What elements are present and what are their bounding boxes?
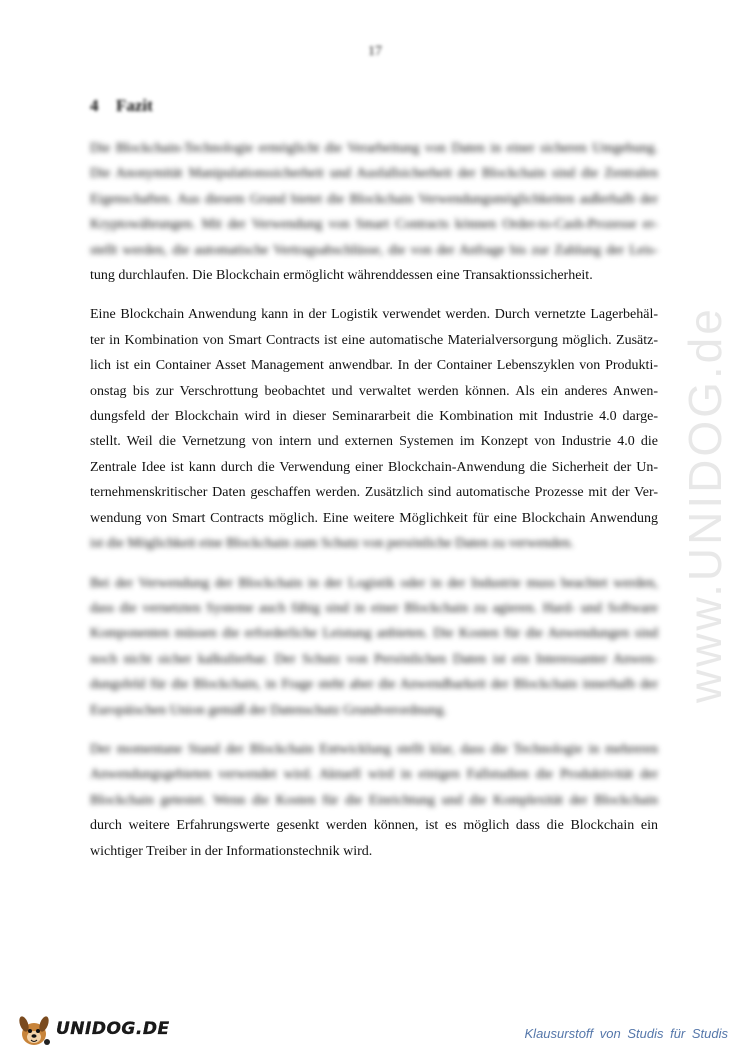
footer-tagline: Klausurstoff von Studis für Studis <box>524 1026 728 1041</box>
text-line: lich ist ein Container Asset Management anwendbar. In der Container Lebenszyklen von Produkti- <box>90 358 658 374</box>
text-line: Zentrale Idee ist kann durch die Verwendung einer Blockchain-Anwendung die Sicherheit der Un- <box>90 459 658 475</box>
dog-mascot-icon <box>14 1010 54 1048</box>
text-line: Eigenschaften. Aus diesem Grund bietet die Blockchain Verwendungsmöglichkeiten außerhalb der <box>90 191 658 207</box>
text-line: dungsfeld der Blockchain wird in dieser Seminararbeit die Kombination mit Industrie 4.0 darge- <box>90 409 658 425</box>
text-line: ternehmenskritischer Daten geschaffen werden. Zusätzlich sind automatische Prozesse mit der Ver- <box>90 485 658 501</box>
text-line: Anwendungsgebieten verwendet wird. Aktuell wird in einigen Fallstudien die Produktivität der <box>90 767 658 783</box>
footer-logo[interactable] <box>14 1009 170 1049</box>
text-line: Bei der Verwendung der Blockchain in der Logistik oder in der Industrie muss beachtet werden, <box>90 575 658 591</box>
watermark: www.UNIDOG.de <box>679 306 731 704</box>
page-number: 17 <box>368 44 382 59</box>
text-line: stellt. Weil die Vernetzung von intern und externen Systemen im Konzept von Industrie 4.0 die <box>90 434 658 450</box>
section-title: Fazit <box>116 96 153 115</box>
paragraph <box>90 737 658 864</box>
text-line: ter in Kombination von Smart Contracts ist eine automatische Materialversorgung möglich. Zusätz- <box>90 332 658 348</box>
body-text <box>90 136 658 878</box>
text-line: wichtiger Treiber in der Informationstechnik wird. <box>90 843 373 859</box>
text-line: stellt werden, die automatische Vertragsabschlüsse, die von der Anfrage bis zur Zahlung der Leis- <box>90 242 658 258</box>
text-line: Komponenten müssen die erforderliche Leistung anbieten. Die Kosten für die Anwendungen sind <box>90 626 658 642</box>
text-line: Die Blockchain-Technologie ermöglicht die Verarbeitung von Daten in einer sicheren Umgebung. <box>90 141 658 156</box>
text-line: noch nicht sicher kalkulierbar. Der Schutz von Persönlichen Daten ist ein Interessanter Anwen- <box>90 651 658 667</box>
section-number: 4 <box>90 96 99 115</box>
paragraph <box>90 302 658 556</box>
section-heading <box>90 96 153 116</box>
text-line: Die Anonymität Manipulationssicherheit und Ausfallsicherheit der Blockchain sind die Zentralen <box>90 166 658 182</box>
paragraph <box>90 571 658 723</box>
paragraph <box>90 136 658 288</box>
text-line: ist die Möglichkeit eine Blockchain zum Schutz von persönliche Daten zu verwenden. <box>90 536 574 552</box>
text-line: Blockchain getestet. Wenn die Kosten für die Einrichtung und die Komplexität der Blockchain <box>90 792 658 808</box>
text-line: durch weitere Erfahrungswerte gesenkt werden können, ist es möglich dass die Blockchain ein <box>90 818 658 834</box>
text-line: wendung von Smart Contracts möglich. Eine weitere Möglichkeit für eine Blockchain Anwendung <box>90 510 658 526</box>
text-line: Eine Blockchain Anwendung kann in der Logistik verwendet werden. Durch vernetzte Lagerbehäl- <box>90 307 658 323</box>
text-line: Kryptowährungen. Mit der Verwendung von Smart Contracts können Order-to-Cash-Prozesse er- <box>90 217 658 233</box>
text-line: dass die vernetzten Systeme auch fähig sind in einer Blockchain zu agieren. Hard- und Software <box>90 600 658 616</box>
text-line: tung durchlaufen. Die Blockchain ermöglicht währenddessen eine Transaktionssicherheit. <box>90 268 593 284</box>
text-line: Der momentane Stand der Blockchain Entwicklung stellt klar, dass die Technologie in mehreren <box>90 741 658 757</box>
text-line: Europäischen Union gemäß der Datenschutz Grundverordnung. <box>90 702 447 718</box>
text-line: dungsfeld für die Blockchain, in Frage steht aber die Anwendbarkeit der Blockchain innerhalb der <box>90 677 658 693</box>
logo-text: UNIDOG.DE <box>56 1019 170 1039</box>
text-line: onstag bis zur Verschrottung beobachtet und verwaltet werden können. Als ein anderes Anwen- <box>90 383 658 399</box>
